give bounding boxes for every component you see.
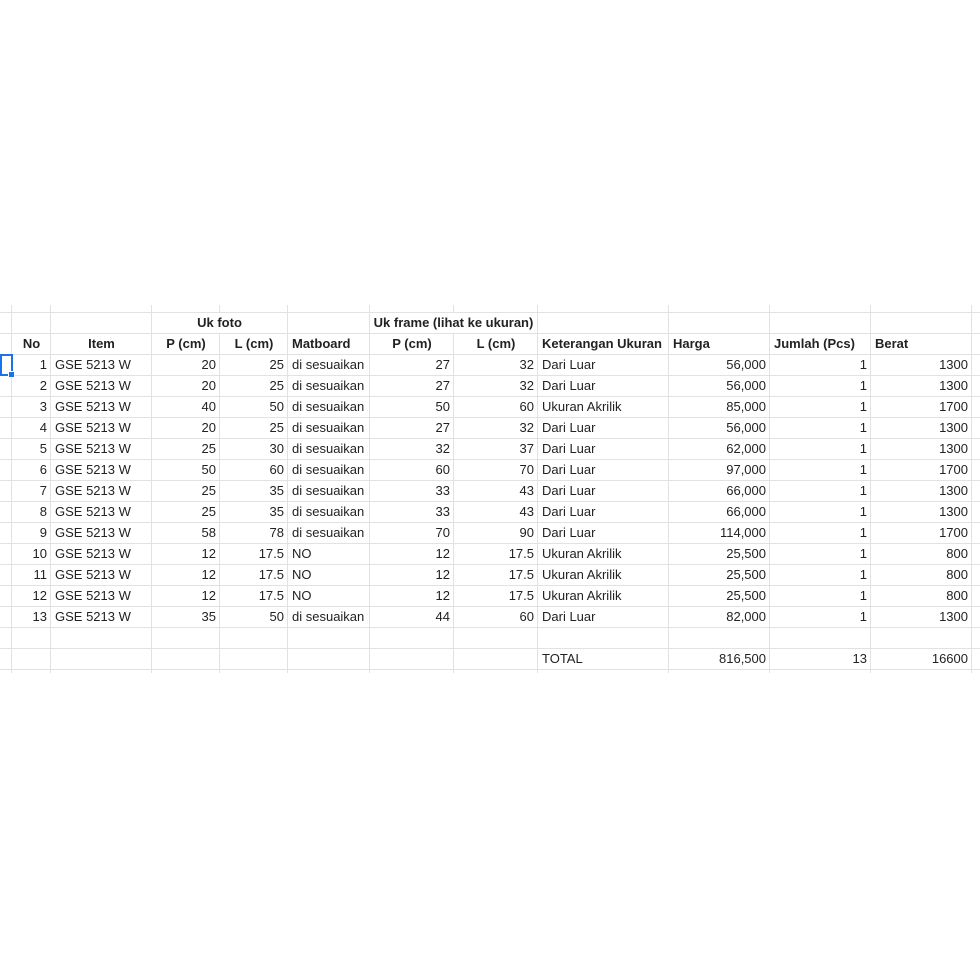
row-gutter-cell[interactable] xyxy=(0,460,12,481)
cell-no[interactable]: 13 xyxy=(12,607,51,628)
cell-empty[interactable] xyxy=(972,460,980,481)
cell-matboard[interactable]: di sesuaikan xyxy=(288,460,370,481)
row-gutter-cell[interactable] xyxy=(0,376,12,397)
empty-row xyxy=(0,628,980,649)
cell-foto-l[interactable]: 50 xyxy=(220,607,288,628)
cell-empty[interactable] xyxy=(12,670,51,673)
cell-berat[interactable]: 800 xyxy=(871,544,972,565)
table-row xyxy=(0,523,980,544)
cell-berat[interactable]: 1300 xyxy=(871,502,972,523)
cell-empty[interactable] xyxy=(51,649,152,670)
cell-empty[interactable] xyxy=(288,313,370,334)
cell-berat[interactable]: 1300 xyxy=(871,418,972,439)
cell-harga[interactable]: 56,000 xyxy=(669,418,770,439)
cell-empty[interactable] xyxy=(538,628,669,649)
cell-frame-l[interactable]: 43 xyxy=(454,502,538,523)
cell-frame-l[interactable]: 17.5 xyxy=(454,544,538,565)
cell-item[interactable]: GSE 5213 W xyxy=(51,439,152,460)
table-row xyxy=(0,502,980,523)
cell-no[interactable]: 2 xyxy=(12,376,51,397)
row-gutter-cell[interactable] xyxy=(0,670,12,673)
cell-empty[interactable] xyxy=(770,628,871,649)
cell-empty[interactable] xyxy=(770,313,871,334)
column-header-jumlah[interactable]: Jumlah (Pcs) xyxy=(770,334,871,355)
cell-empty[interactable] xyxy=(770,670,871,673)
cell-empty[interactable] xyxy=(370,628,454,649)
cell-no[interactable]: 7 xyxy=(12,481,51,502)
cell-matboard[interactable]: di sesuaikan xyxy=(288,607,370,628)
cell-frame-p[interactable]: 12 xyxy=(370,544,454,565)
cell-matboard[interactable]: di sesuaikan xyxy=(288,397,370,418)
cell-harga[interactable]: 25,500 xyxy=(669,544,770,565)
cell-keterangan[interactable]: Dari Luar xyxy=(538,355,669,376)
cell-frame-l[interactable]: 32 xyxy=(454,376,538,397)
cell-empty[interactable] xyxy=(972,565,980,586)
cell-frame-l[interactable]: 37 xyxy=(454,439,538,460)
column-header-berat[interactable]: Berat xyxy=(871,334,972,355)
cell-foto-l[interactable]: 78 xyxy=(220,523,288,544)
row-gutter-cell[interactable] xyxy=(0,586,12,607)
cell-harga[interactable]: 62,000 xyxy=(669,439,770,460)
cell-empty[interactable] xyxy=(972,305,980,313)
cell-keterangan[interactable]: Dari Luar xyxy=(538,460,669,481)
cell-matboard[interactable]: di sesuaikan xyxy=(288,376,370,397)
row-gutter-cell[interactable] xyxy=(0,502,12,523)
column-header-item[interactable]: Item xyxy=(51,334,152,355)
cell-berat[interactable]: 1700 xyxy=(871,460,972,481)
cell-empty[interactable] xyxy=(972,481,980,502)
row-gutter-cell[interactable] xyxy=(0,649,12,670)
cell-empty[interactable] xyxy=(454,670,538,673)
cell-empty[interactable] xyxy=(220,305,288,313)
cell-empty[interactable] xyxy=(370,305,454,313)
cell-empty[interactable] xyxy=(454,628,538,649)
cell-matboard[interactable]: di sesuaikan xyxy=(288,439,370,460)
data-rows xyxy=(0,355,980,628)
row-gutter-cell[interactable] xyxy=(0,313,12,334)
cell-empty[interactable] xyxy=(152,670,220,673)
cell-foto-l[interactable]: 17.5 xyxy=(220,544,288,565)
cell-harga[interactable]: 66,000 xyxy=(669,502,770,523)
table-row xyxy=(0,544,980,565)
cell-empty[interactable] xyxy=(669,305,770,313)
column-header-matboard[interactable]: Matboard xyxy=(288,334,370,355)
cell-keterangan[interactable]: Ukuran Akrilik xyxy=(538,544,669,565)
cell-frame-l[interactable]: 70 xyxy=(454,460,538,481)
cell-empty[interactable] xyxy=(220,670,288,673)
cell-harga[interactable]: 97,000 xyxy=(669,460,770,481)
cell-foto-p[interactable]: 20 xyxy=(152,376,220,397)
cell-empty[interactable] xyxy=(972,502,980,523)
cell-item[interactable]: GSE 5213 W xyxy=(51,418,152,439)
cell-matboard[interactable]: di sesuaikan xyxy=(288,523,370,544)
column-header-frame-p[interactable]: P (cm) xyxy=(370,334,454,355)
spreadsheet-grid xyxy=(0,305,980,673)
cell-empty[interactable] xyxy=(972,355,980,376)
cell-no[interactable]: 12 xyxy=(12,586,51,607)
cell-no[interactable]: 10 xyxy=(12,544,51,565)
cell-empty[interactable] xyxy=(871,670,972,673)
cell-empty[interactable] xyxy=(288,670,370,673)
cell-empty[interactable] xyxy=(871,628,972,649)
cell-jumlah[interactable]: 1 xyxy=(770,502,871,523)
table-row xyxy=(0,460,980,481)
cell-empty[interactable] xyxy=(51,313,152,334)
cell-frame-l[interactable]: 43 xyxy=(454,481,538,502)
cell-berat[interactable]: 1300 xyxy=(871,376,972,397)
cell-foto-p[interactable]: 25 xyxy=(152,502,220,523)
cell-frame-p[interactable]: 27 xyxy=(370,355,454,376)
cell-foto-p[interactable]: 20 xyxy=(152,355,220,376)
cell-empty[interactable] xyxy=(972,586,980,607)
cell-frame-l[interactable]: 17.5 xyxy=(454,586,538,607)
cell-empty[interactable] xyxy=(51,670,152,673)
row-gutter-cell[interactable] xyxy=(0,397,12,418)
row-gutter-cell[interactable] xyxy=(0,334,12,355)
cell-jumlah[interactable]: 1 xyxy=(770,523,871,544)
cell-empty[interactable] xyxy=(12,305,51,313)
column-header-row xyxy=(0,334,980,355)
table-row xyxy=(0,607,980,628)
cell-empty[interactable] xyxy=(152,305,220,313)
cell-no[interactable]: 6 xyxy=(12,460,51,481)
cell-empty[interactable] xyxy=(972,376,980,397)
total-row xyxy=(0,649,980,670)
fill-handle[interactable] xyxy=(8,371,15,378)
cell-no[interactable]: 4 xyxy=(12,418,51,439)
cell-empty[interactable] xyxy=(454,649,538,670)
cell-empty[interactable] xyxy=(454,305,538,313)
row-gutter-cell[interactable] xyxy=(0,628,12,649)
cell-berat[interactable]: 1700 xyxy=(871,523,972,544)
cell-empty[interactable] xyxy=(972,628,980,649)
cell-frame-p[interactable]: 70 xyxy=(370,523,454,544)
cell-item[interactable]: GSE 5213 W xyxy=(51,544,152,565)
cell-no[interactable]: 9 xyxy=(12,523,51,544)
row-gutter-cell[interactable] xyxy=(0,565,12,586)
cell-frame-l[interactable]: 32 xyxy=(454,418,538,439)
cell-berat[interactable]: 800 xyxy=(871,565,972,586)
cell-foto-p[interactable]: 25 xyxy=(152,439,220,460)
cell-jumlah[interactable]: 1 xyxy=(770,418,871,439)
row-gutter-cell[interactable] xyxy=(0,544,12,565)
cell-empty[interactable] xyxy=(871,305,972,313)
cell-empty[interactable] xyxy=(538,313,669,334)
cell-item[interactable]: GSE 5213 W xyxy=(51,502,152,523)
cell-foto-p[interactable]: 40 xyxy=(152,397,220,418)
cell-foto-p[interactable]: 25 xyxy=(152,481,220,502)
table-row xyxy=(0,355,980,376)
cell-frame-p[interactable]: 60 xyxy=(370,460,454,481)
cell-item[interactable]: GSE 5213 W xyxy=(51,523,152,544)
cell-item[interactable]: GSE 5213 W xyxy=(51,481,152,502)
cell-foto-l[interactable]: 25 xyxy=(220,376,288,397)
cell-empty[interactable] xyxy=(220,649,288,670)
cell-foto-p[interactable]: 58 xyxy=(152,523,220,544)
cell-foto-p[interactable]: 12 xyxy=(152,544,220,565)
cell-berat[interactable]: 1700 xyxy=(871,397,972,418)
cell-no[interactable]: 8 xyxy=(12,502,51,523)
cell-empty[interactable] xyxy=(12,313,51,334)
cell-empty[interactable] xyxy=(370,649,454,670)
partial-row-top xyxy=(0,305,980,313)
column-header-foto-p[interactable]: P (cm) xyxy=(152,334,220,355)
cell-item[interactable]: GSE 5213 W xyxy=(51,376,152,397)
total-harga[interactable]: 816,500 xyxy=(669,649,770,670)
cell-foto-l[interactable]: 35 xyxy=(220,502,288,523)
column-header-keterangan[interactable]: Keterangan Ukuran xyxy=(538,334,669,355)
cell-empty[interactable] xyxy=(972,334,980,355)
table-row xyxy=(0,481,980,502)
cell-keterangan[interactable]: Dari Luar xyxy=(538,481,669,502)
cell-frame-p[interactable]: 12 xyxy=(370,586,454,607)
column-header-foto-l[interactable]: L (cm) xyxy=(220,334,288,355)
cell-frame-l[interactable]: 60 xyxy=(454,607,538,628)
cell-harga[interactable]: 114,000 xyxy=(669,523,770,544)
cell-jumlah[interactable]: 1 xyxy=(770,376,871,397)
cell-jumlah[interactable]: 1 xyxy=(770,544,871,565)
cell-foto-p[interactable]: 50 xyxy=(152,460,220,481)
cell-keterangan[interactable]: Dari Luar xyxy=(538,418,669,439)
cell-foto-l[interactable]: 17.5 xyxy=(220,565,288,586)
cell-item[interactable]: GSE 5213 W xyxy=(51,607,152,628)
cell-foto-l[interactable]: 30 xyxy=(220,439,288,460)
cell-frame-l[interactable]: 32 xyxy=(454,355,538,376)
cell-jumlah[interactable]: 1 xyxy=(770,607,871,628)
cell-item[interactable]: GSE 5213 W xyxy=(51,355,152,376)
group-header-row xyxy=(0,313,980,334)
cell-empty[interactable] xyxy=(972,439,980,460)
cell-foto-l[interactable]: 17.5 xyxy=(220,586,288,607)
cell-frame-p[interactable]: 32 xyxy=(370,439,454,460)
row-gutter-cell[interactable] xyxy=(0,607,12,628)
cell-foto-l[interactable]: 60 xyxy=(220,460,288,481)
cell-jumlah[interactable]: 1 xyxy=(770,586,871,607)
cell-berat[interactable]: 800 xyxy=(871,586,972,607)
cell-frame-p[interactable]: 50 xyxy=(370,397,454,418)
cell-empty[interactable] xyxy=(12,628,51,649)
cell-frame-p[interactable]: 44 xyxy=(370,607,454,628)
cell-matboard[interactable]: NO xyxy=(288,544,370,565)
cell-jumlah[interactable]: 1 xyxy=(770,481,871,502)
cell-jumlah[interactable]: 1 xyxy=(770,460,871,481)
cell-empty[interactable] xyxy=(152,628,220,649)
cell-frame-p[interactable]: 27 xyxy=(370,418,454,439)
cell-jumlah[interactable]: 1 xyxy=(770,439,871,460)
cell-empty[interactable] xyxy=(669,313,770,334)
row-gutter-cell[interactable] xyxy=(0,305,12,313)
cell-frame-p[interactable]: 12 xyxy=(370,565,454,586)
table-row xyxy=(0,439,980,460)
table-row xyxy=(0,376,980,397)
cell-foto-l[interactable]: 35 xyxy=(220,481,288,502)
cell-matboard[interactable]: di sesuaikan xyxy=(288,502,370,523)
cell-empty[interactable] xyxy=(972,313,980,334)
cell-harga[interactable]: 85,000 xyxy=(669,397,770,418)
cell-keterangan[interactable]: Dari Luar xyxy=(538,502,669,523)
cell-frame-l[interactable]: 60 xyxy=(454,397,538,418)
cell-berat[interactable]: 1300 xyxy=(871,439,972,460)
cell-empty[interactable] xyxy=(972,544,980,565)
cell-empty[interactable] xyxy=(12,649,51,670)
partial-row-bottom xyxy=(0,670,980,673)
group-header-uk-foto[interactable]: Uk foto xyxy=(152,313,288,334)
cell-jumlah[interactable]: 1 xyxy=(770,565,871,586)
cell-berat[interactable]: 1300 xyxy=(871,481,972,502)
cell-no[interactable]: 3 xyxy=(12,397,51,418)
cell-matboard[interactable]: NO xyxy=(288,565,370,586)
group-header-uk-frame[interactable]: Uk frame (lihat ke ukuran) xyxy=(370,313,538,334)
cell-matboard[interactable]: NO xyxy=(288,586,370,607)
cell-keterangan[interactable]: Dari Luar xyxy=(538,523,669,544)
cell-empty[interactable] xyxy=(220,628,288,649)
cell-harga[interactable]: 56,000 xyxy=(669,376,770,397)
total-label[interactable]: TOTAL xyxy=(538,649,669,670)
cell-empty[interactable] xyxy=(972,523,980,544)
cell-foto-p[interactable]: 20 xyxy=(152,418,220,439)
cell-foto-l[interactable]: 25 xyxy=(220,418,288,439)
cell-empty[interactable] xyxy=(972,670,980,673)
cell-frame-p[interactable]: 33 xyxy=(370,502,454,523)
column-header-harga[interactable]: Harga xyxy=(669,334,770,355)
cell-keterangan[interactable]: Ukuran Akrilik xyxy=(538,586,669,607)
cell-keterangan[interactable]: Ukuran Akrilik xyxy=(538,397,669,418)
cell-empty[interactable] xyxy=(288,305,370,313)
cell-foto-p[interactable]: 12 xyxy=(152,586,220,607)
cell-empty[interactable] xyxy=(972,418,980,439)
cell-empty[interactable] xyxy=(288,649,370,670)
cell-no[interactable]: 1 xyxy=(12,355,51,376)
cell-no[interactable]: 11 xyxy=(12,565,51,586)
cell-berat[interactable]: 1300 xyxy=(871,355,972,376)
cell-matboard[interactable]: di sesuaikan xyxy=(288,418,370,439)
cell-item[interactable]: GSE 5213 W xyxy=(51,460,152,481)
table-row xyxy=(0,586,980,607)
cell-frame-l[interactable]: 17.5 xyxy=(454,565,538,586)
total-jumlah[interactable]: 13 xyxy=(770,649,871,670)
cell-foto-p[interactable]: 12 xyxy=(152,565,220,586)
cell-item[interactable]: GSE 5213 W xyxy=(51,586,152,607)
total-berat[interactable]: 16600 xyxy=(871,649,972,670)
cell-keterangan[interactable]: Ukuran Akrilik xyxy=(538,565,669,586)
cell-keterangan[interactable]: Dari Luar xyxy=(538,376,669,397)
cell-no[interactable]: 5 xyxy=(12,439,51,460)
row-gutter-cell[interactable] xyxy=(0,418,12,439)
cell-empty[interactable] xyxy=(288,628,370,649)
cell-empty[interactable] xyxy=(51,305,152,313)
cell-empty[interactable] xyxy=(669,628,770,649)
cell-harga[interactable]: 66,000 xyxy=(669,481,770,502)
column-header-no[interactable]: No xyxy=(12,334,51,355)
cell-harga[interactable]: 82,000 xyxy=(669,607,770,628)
cell-empty[interactable] xyxy=(972,607,980,628)
cell-keterangan[interactable]: Dari Luar xyxy=(538,439,669,460)
cell-item[interactable]: GSE 5213 W xyxy=(51,397,152,418)
cell-empty[interactable] xyxy=(538,670,669,673)
cell-frame-l[interactable]: 90 xyxy=(454,523,538,544)
cell-berat[interactable]: 1300 xyxy=(871,607,972,628)
cell-empty[interactable] xyxy=(51,628,152,649)
column-header-frame-l[interactable]: L (cm) xyxy=(454,334,538,355)
cell-empty[interactable] xyxy=(538,305,669,313)
cell-frame-p[interactable]: 27 xyxy=(370,376,454,397)
cell-item[interactable]: GSE 5213 W xyxy=(51,565,152,586)
cell-foto-l[interactable]: 50 xyxy=(220,397,288,418)
row-gutter-cell[interactable] xyxy=(0,523,12,544)
cell-foto-l[interactable]: 25 xyxy=(220,355,288,376)
cell-harga[interactable]: 56,000 xyxy=(669,355,770,376)
table-row xyxy=(0,418,980,439)
cell-empty[interactable] xyxy=(972,397,980,418)
cell-jumlah[interactable]: 1 xyxy=(770,355,871,376)
cell-harga[interactable]: 25,500 xyxy=(669,565,770,586)
cell-empty[interactable] xyxy=(871,313,972,334)
cell-empty[interactable] xyxy=(972,649,980,670)
cell-empty[interactable] xyxy=(770,305,871,313)
cell-foto-p[interactable]: 35 xyxy=(152,607,220,628)
cell-empty[interactable] xyxy=(152,649,220,670)
cell-keterangan[interactable]: Dari Luar xyxy=(538,607,669,628)
table-row xyxy=(0,565,980,586)
cell-empty[interactable] xyxy=(370,670,454,673)
row-gutter-cell[interactable] xyxy=(0,439,12,460)
cell-matboard[interactable]: di sesuaikan xyxy=(288,355,370,376)
cell-empty[interactable] xyxy=(669,670,770,673)
cell-frame-p[interactable]: 33 xyxy=(370,481,454,502)
row-gutter-cell[interactable] xyxy=(0,481,12,502)
cell-jumlah[interactable]: 1 xyxy=(770,397,871,418)
table-row xyxy=(0,397,980,418)
cell-matboard[interactable]: di sesuaikan xyxy=(288,481,370,502)
cell-harga[interactable]: 25,500 xyxy=(669,586,770,607)
